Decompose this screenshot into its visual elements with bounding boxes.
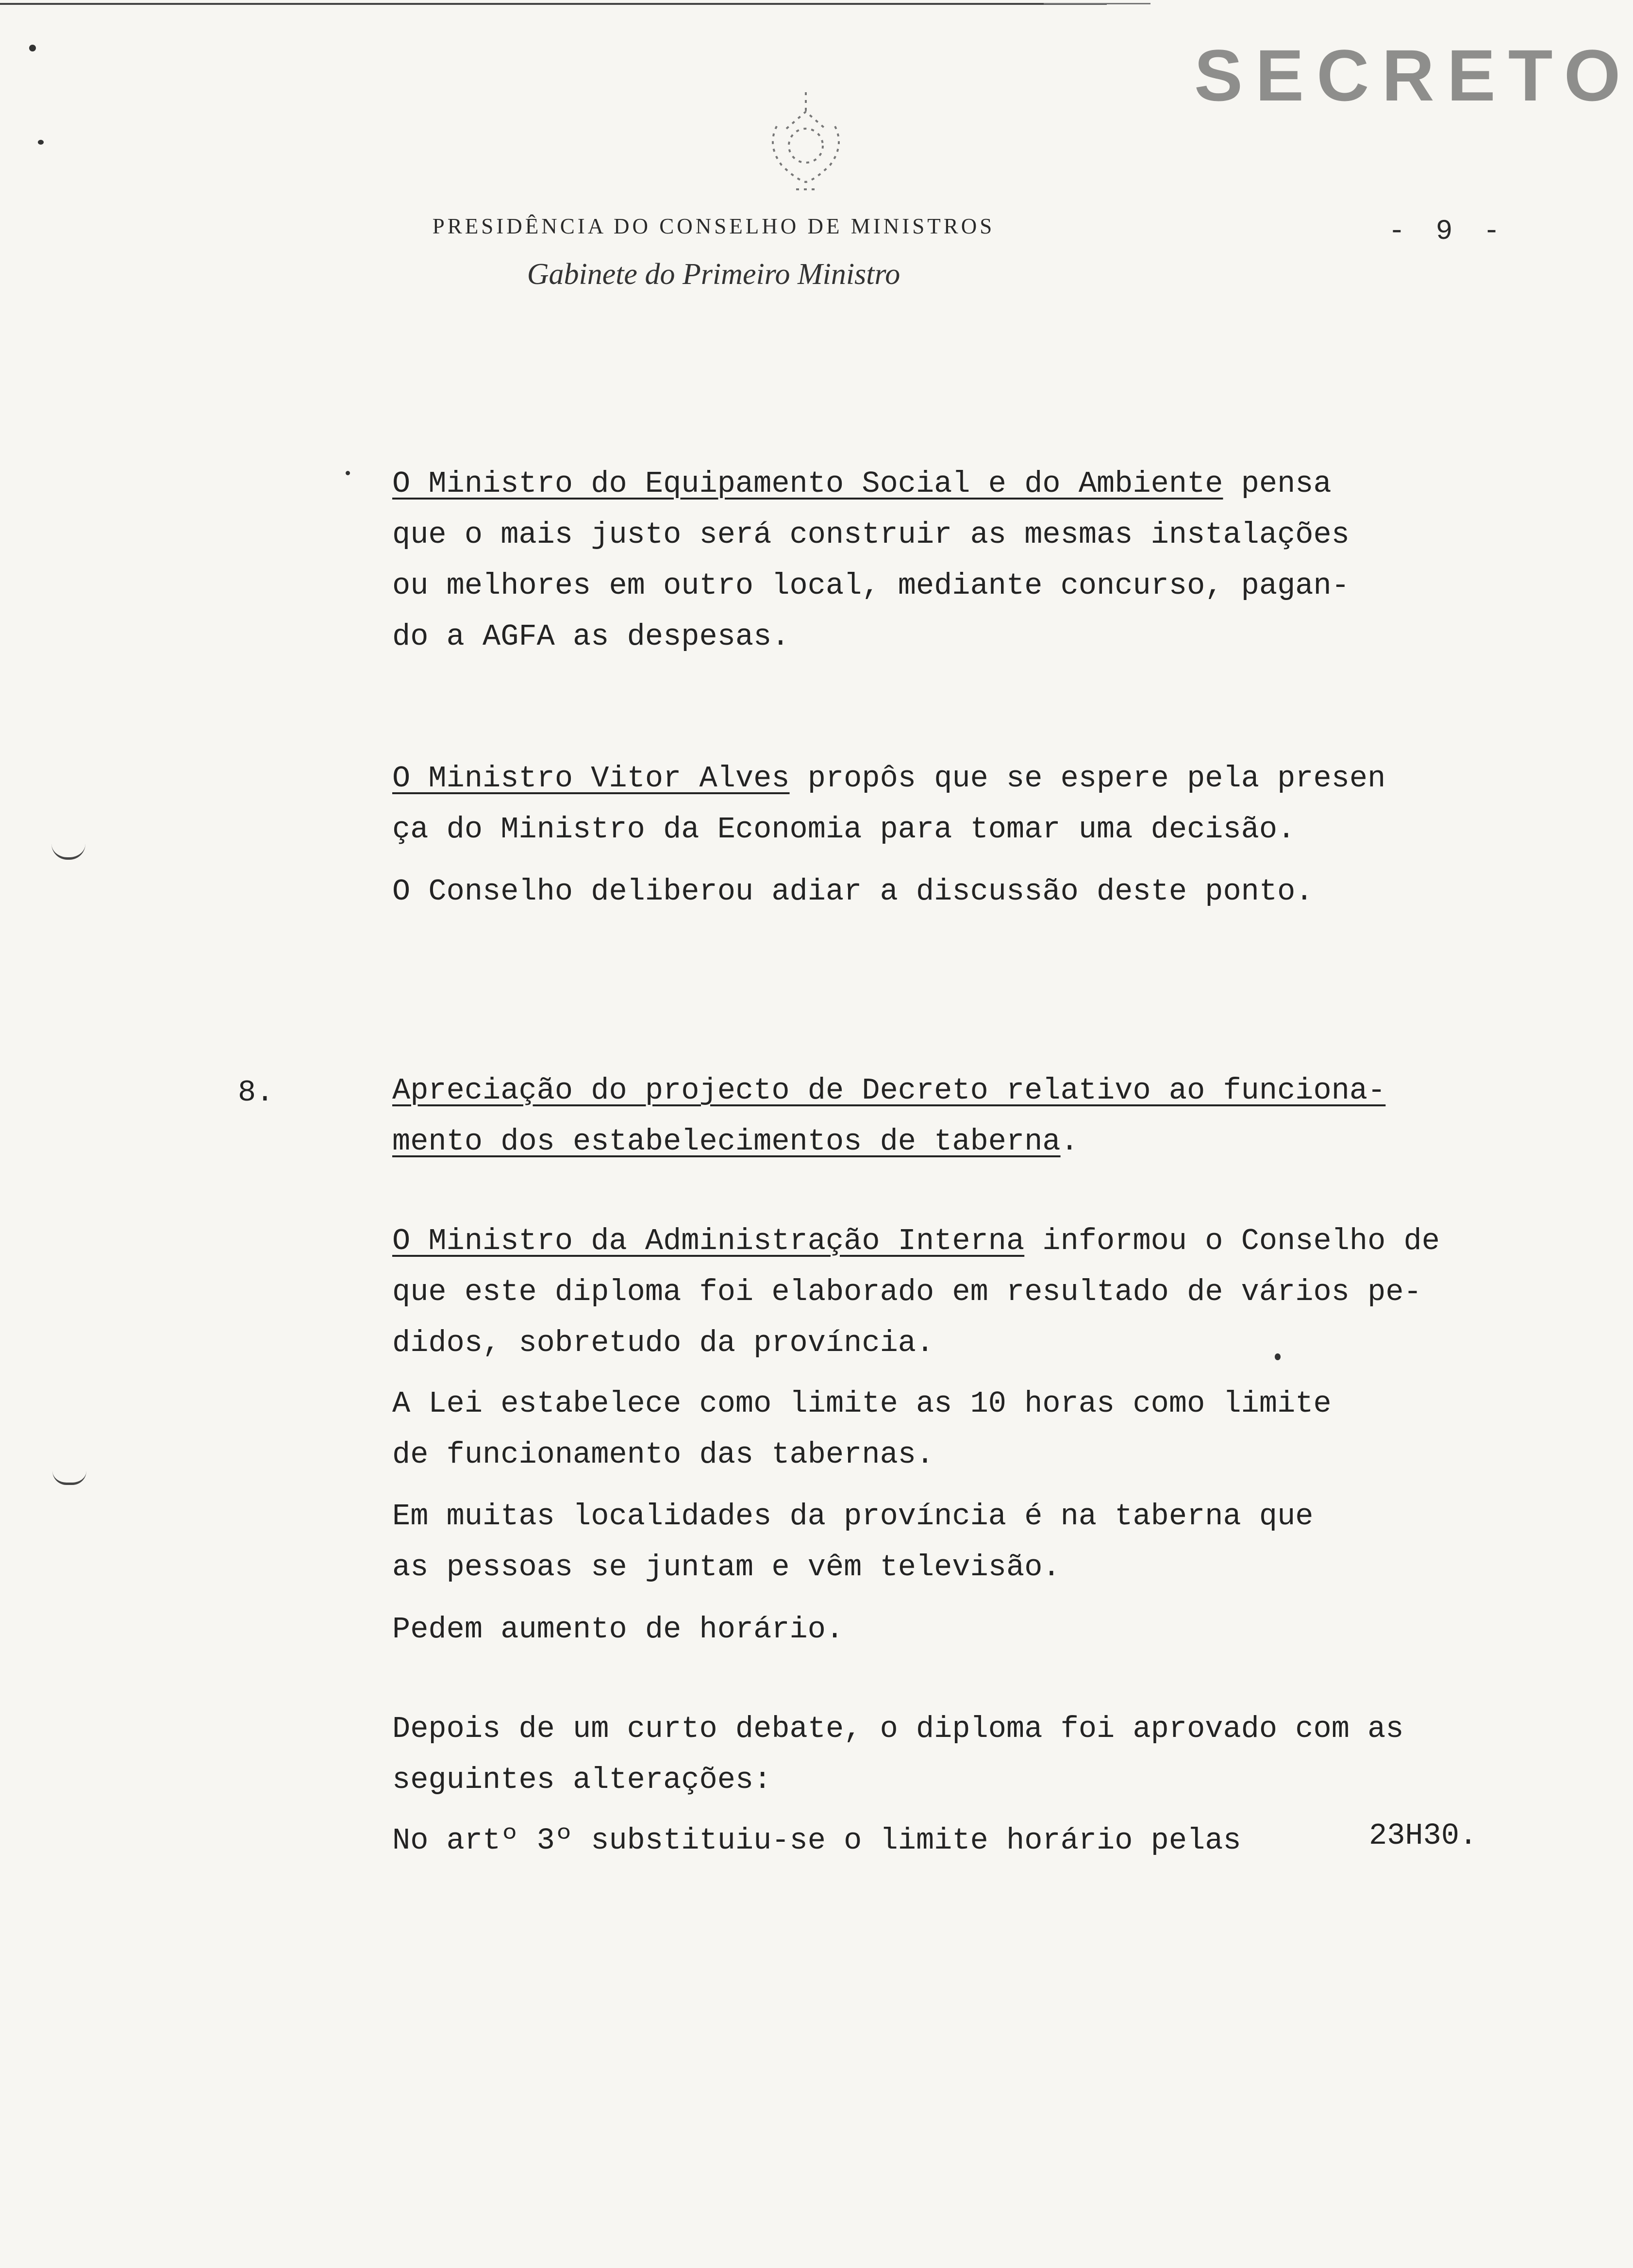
item-title-line: Apreciação do projecto de Decreto relativo ao funciona- bbox=[392, 1073, 1386, 1108]
paragraph-line: O Ministro da Administração Interna informou o Conselho de bbox=[392, 1224, 1440, 1258]
paragraph-line: ça do Ministro da Economia para tomar uma decisão. bbox=[392, 812, 1296, 847]
speaker-subject: O Ministro da Administração Interna bbox=[392, 1224, 1025, 1258]
paragraph-line: as pessoas se juntam e vêm televisão. bbox=[392, 1550, 1061, 1584]
paragraph-line: No artº 3º substituiu-se o limite horário pelas bbox=[392, 1823, 1241, 1858]
paragraph-line: que o mais justo será construir as mesmas instalações bbox=[392, 517, 1350, 552]
paragraph-line: de funcionamento das tabernas. bbox=[392, 1437, 934, 1472]
speaker-subject: O Ministro Vitor Alves bbox=[392, 761, 790, 796]
secret-stamp: SECRETO bbox=[1194, 34, 1633, 116]
page-number: - 9 - bbox=[1388, 216, 1507, 248]
top-scan-rule-secondary bbox=[1044, 3, 1150, 4]
paragraph-line: Depois de um curto debate, o diploma foi aprovado com as bbox=[392, 1712, 1404, 1746]
paragraph-line: Em muitas localidades da província é na taberna que bbox=[392, 1499, 1314, 1534]
time-value: 23H30. bbox=[1369, 1818, 1478, 1853]
paragraph-line: O Ministro Vitor Alves propôs que se espere pela presen bbox=[392, 761, 1386, 796]
scan-speck bbox=[29, 45, 36, 51]
item-number: 8. bbox=[238, 1075, 274, 1110]
coat-of-arms-emblem bbox=[757, 83, 854, 199]
paragraph-line: didos, sobretudo da província. bbox=[392, 1326, 934, 1360]
paragraph-line: seguintes alterações: bbox=[392, 1763, 772, 1797]
margin-pen-mark bbox=[52, 1471, 86, 1485]
paragraph-line: A Lei estabelece como limite as 10 horas como limite bbox=[392, 1386, 1332, 1421]
margin-pen-mark bbox=[51, 844, 85, 860]
item-title-line: mento dos estabelecimentos de taberna. bbox=[392, 1124, 1079, 1159]
speaker-subject: O Ministro do Equipamento Social e do Ambiente bbox=[392, 467, 1223, 501]
paragraph-line: do a AGFA as despesas. bbox=[392, 619, 790, 654]
header-subtitle: Gabinete do Primeiro Ministro bbox=[527, 258, 900, 291]
top-scan-rule bbox=[0, 3, 1107, 5]
paragraph-line: Pedem aumento de horário. bbox=[392, 1612, 844, 1647]
scan-speck bbox=[346, 471, 350, 475]
scan-speck bbox=[38, 140, 44, 145]
paragraph-line: O Conselho deliberou adiar a discussão deste ponto. bbox=[392, 874, 1314, 909]
paragraph-line: que este diploma foi elaborado em resultado de vários pe- bbox=[392, 1275, 1422, 1309]
paragraph-line: O Ministro do Equipamento Social e do Ambiente pensa bbox=[392, 467, 1332, 501]
header-title: PRESIDÊNCIA DO CONSELHO DE MINISTROS bbox=[432, 214, 995, 238]
paragraph-line: ou melhores em outro local, mediante concurso, pagan- bbox=[392, 568, 1350, 603]
scan-speck bbox=[1275, 1353, 1281, 1360]
